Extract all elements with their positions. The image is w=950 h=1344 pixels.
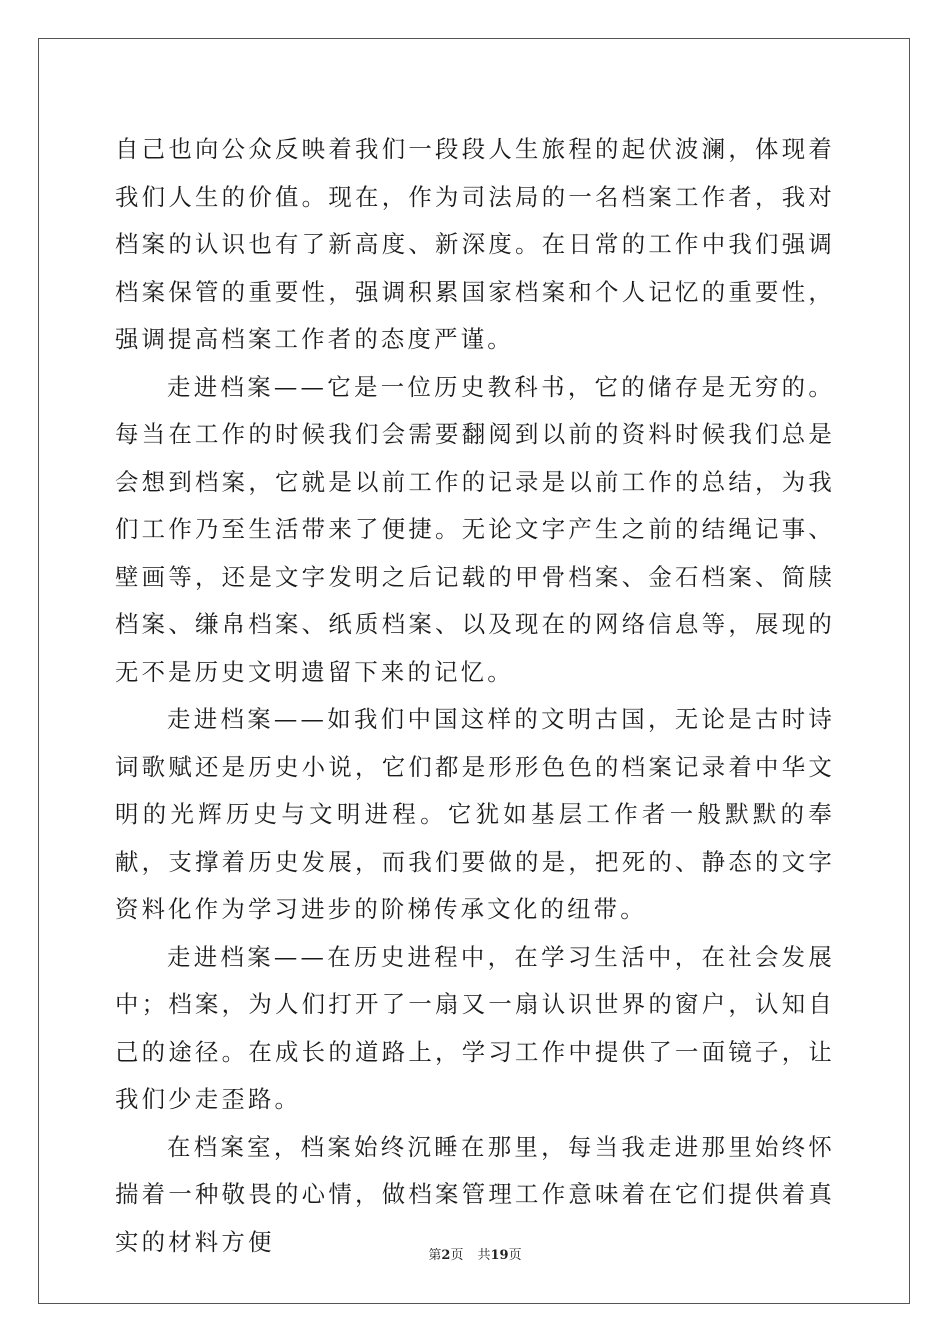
paragraph-3: 走进档案——如我们中国这样的文明古国，无论是古时诗词歌赋还是历史小说，它们都是形形色色的档案记录着中华文明的光辉历史与文明进程。它犹如基层工作者一般默默的奉献，支撑着历史发展，而我们要做的是，把死的、静态的文字资料化作为学习进步的阶梯传承文化的纽带。 [115, 705, 835, 923]
paragraph-1: 自己也向公众反映着我们一段段人生旅程的起伏波澜，体现着我们人生的价值。现在，作为司法局的一名档案工作者，我对档案的认识也有了新高度、新深度。在日常的工作中我们强调档案保管的重要性，强调积累国家档案和个人记忆的重要性，强调提高档案工作者的态度严谨。 [115, 135, 835, 353]
paragraph-2: 走进档案——它是一位历史教科书，它的储存是无穷的。每当在工作的时候我们会需要翻阅到以前的资料时候我们总是会想到档案，它就是以前工作的记录是以前工作的总结，为我们工作乃至生活带来了便捷。无论文字产生之前的结绳记事、壁画等，还是文字发明之后记载的甲骨档案、金石档案、简牍档案、缣帛档案、纸质档案、以及现在的网络信息等，展现的无不是历史文明遗留下来的记忆。 [115, 372, 835, 686]
paragraph-5: 在档案室，档案始终沉睡在那里，每当我走进那里始终怀揣着一种敬畏的心情，做档案管理工作意味着在它们提供着真实的材料方便 [115, 1132, 835, 1256]
page-total: 共19页 [477, 1248, 522, 1263]
paragraph-4: 走进档案——在历史进程中，在学习生活中，在社会发展中；档案，为人们打开了一扇又一扇认识世界的窗户，认知自己的途径。在成长的道路上，学习工作中提供了一面镜子，让我们少走歪路。 [115, 942, 835, 1113]
page-number: 第2页 [428, 1248, 464, 1263]
page-footer [0, 1244, 950, 1263]
document-body [115, 126, 835, 1266]
